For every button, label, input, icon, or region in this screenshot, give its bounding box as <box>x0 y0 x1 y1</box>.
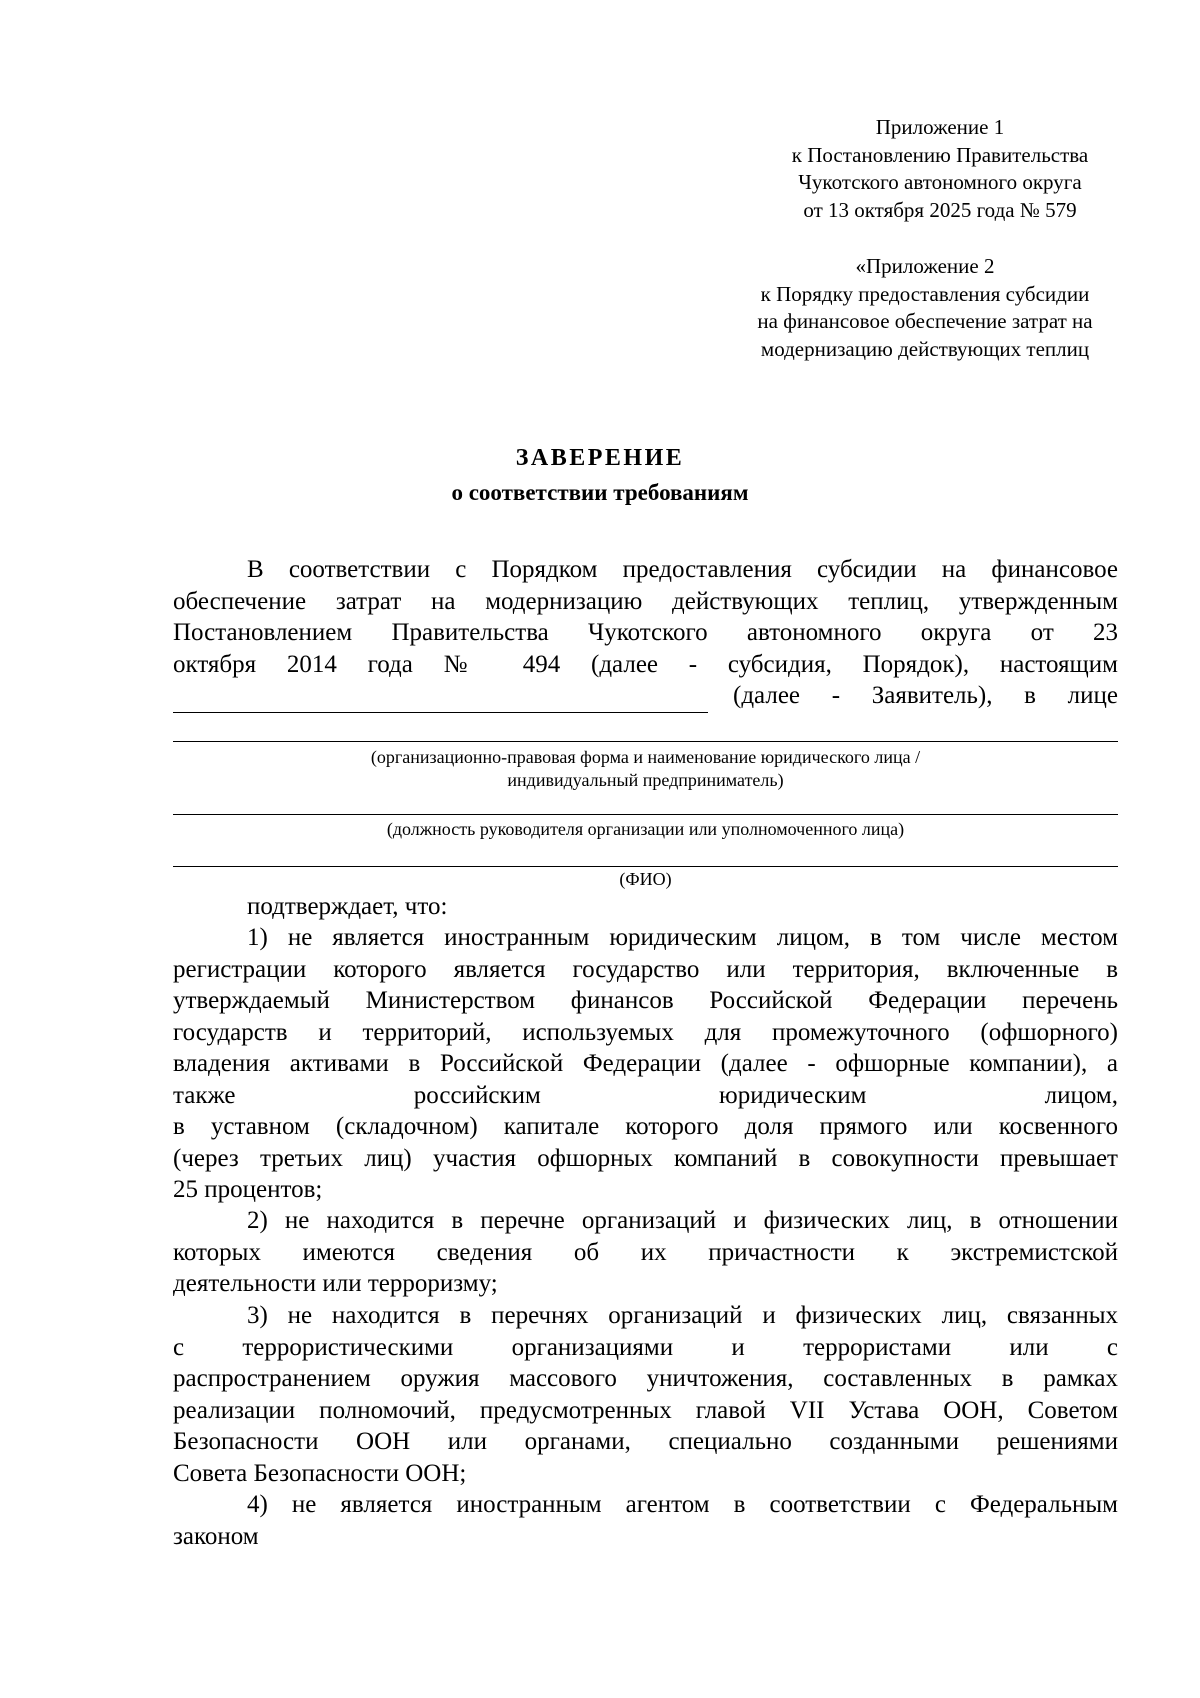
item-1 <box>173 922 1118 1206</box>
caption-line: (организационно-правовая форма и наименование юридического лица / <box>370 747 921 767</box>
text-line: (через третьих лиц) участия офшорных компаний в совокупности превышает <box>173 1144 1118 1172</box>
text-line: 3) не находится в перечнях организаций и физических лиц, связанных <box>247 1302 1118 1329</box>
text-line: Безопасности ООН или органами, специально созданными решениями <box>173 1428 1118 1455</box>
text-line: деятельности или терроризму; <box>173 1270 498 1297</box>
text-line: также российским юридическим лицом, <box>173 1081 1118 1109</box>
document-title: ЗАВЕРЕНИЕ <box>515 445 685 471</box>
text-line: Постановлением Правительства Чукотского автономного округа от 23 <box>173 619 1118 646</box>
intro-paragraph <box>173 554 1118 680</box>
text-line: законом <box>173 1522 259 1550</box>
position-caption: (должность руководителя организации или уполномоченного лица) <box>386 819 905 839</box>
fio-line <box>173 866 1118 867</box>
text-line: государств и территорий, используемых для промежуточного (офшорного) <box>173 1018 1118 1046</box>
sub-appendix-line: на финансовое обеспечение затрат на <box>757 309 1093 333</box>
confirms-label: подтверждает, что: <box>247 893 448 920</box>
text-line: обеспечение затрат на модернизацию действующих теплиц, утвержденным <box>173 587 1118 615</box>
text-line: реализации полномочий, предусмотренных главой VII Устава ООН, Советом <box>173 1396 1118 1424</box>
text-line: владения активами в Российской Федерации (далее - офшорные компании), а <box>173 1050 1118 1077</box>
appendix-line: Чукотского автономного округа <box>798 170 1082 194</box>
text-line: которых имеются сведения об их причастности к экстремистской <box>173 1238 1118 1266</box>
applicant-name-blank <box>173 712 708 713</box>
sub-appendix-line: «Приложение 2 <box>855 254 995 278</box>
sub-appendix-line: модернизацию действующих теплиц <box>760 336 1090 361</box>
text-line: в уставном (складочном) капитале которого доля прямого или косвенного <box>173 1113 1118 1140</box>
text-line: регистрации которого является государство или территория, включенные в <box>173 955 1118 983</box>
document-subtitle: о соответствии требованиям <box>451 480 749 505</box>
text-line: 4) не является иностранным агентом в соответствии с Федеральным <box>247 1491 1118 1518</box>
fio-caption: (ФИО) <box>619 869 672 889</box>
org-caption <box>173 746 1118 791</box>
intro-tail <box>733 680 1118 712</box>
text-line: распространением оружия массового уничтожения, составленных в рамках <box>173 1365 1118 1392</box>
item-2 <box>173 1205 1118 1300</box>
item-3 <box>173 1300 1118 1489</box>
text-line: 25 процентов; <box>173 1176 323 1203</box>
text-line: с террористическими организациями и террористами или с <box>173 1333 1118 1361</box>
org-name-line <box>173 741 1118 742</box>
caption-line: индивидуальный предприниматель) <box>507 769 784 790</box>
text-line: Совета Безопасности ООН; <box>173 1459 467 1487</box>
text-line: (далее - Заявитель), в лице <box>733 682 1118 709</box>
appendix-line: от 13 октября 2025 года № 579 <box>803 197 1077 222</box>
appendix-line: Приложение 1 <box>875 115 1005 139</box>
text-line: 1) не является иностранным юридическим лицом, в том числе местом <box>247 924 1118 951</box>
text-line: В соответствии с Порядком предоставления субсидии на финансовое <box>247 556 1118 583</box>
text-line: 2) не находится в перечне организаций и физических лиц, в отношении <box>247 1207 1118 1234</box>
sub-appendix-header <box>720 253 1130 363</box>
appendix-line: к Постановлению Правительства <box>791 142 1089 167</box>
text-line: утверждаемый Министерством финансов Российской Федерации перечень <box>173 987 1118 1014</box>
position-line <box>173 814 1118 815</box>
text-line: октября 2014 года № 494 (далее - субсидия, Порядок), настоящим <box>173 650 1118 678</box>
item-4 <box>173 1489 1118 1552</box>
appendix-header <box>755 114 1125 224</box>
sub-appendix-line: к Порядку предоставления субсидии <box>760 281 1090 306</box>
